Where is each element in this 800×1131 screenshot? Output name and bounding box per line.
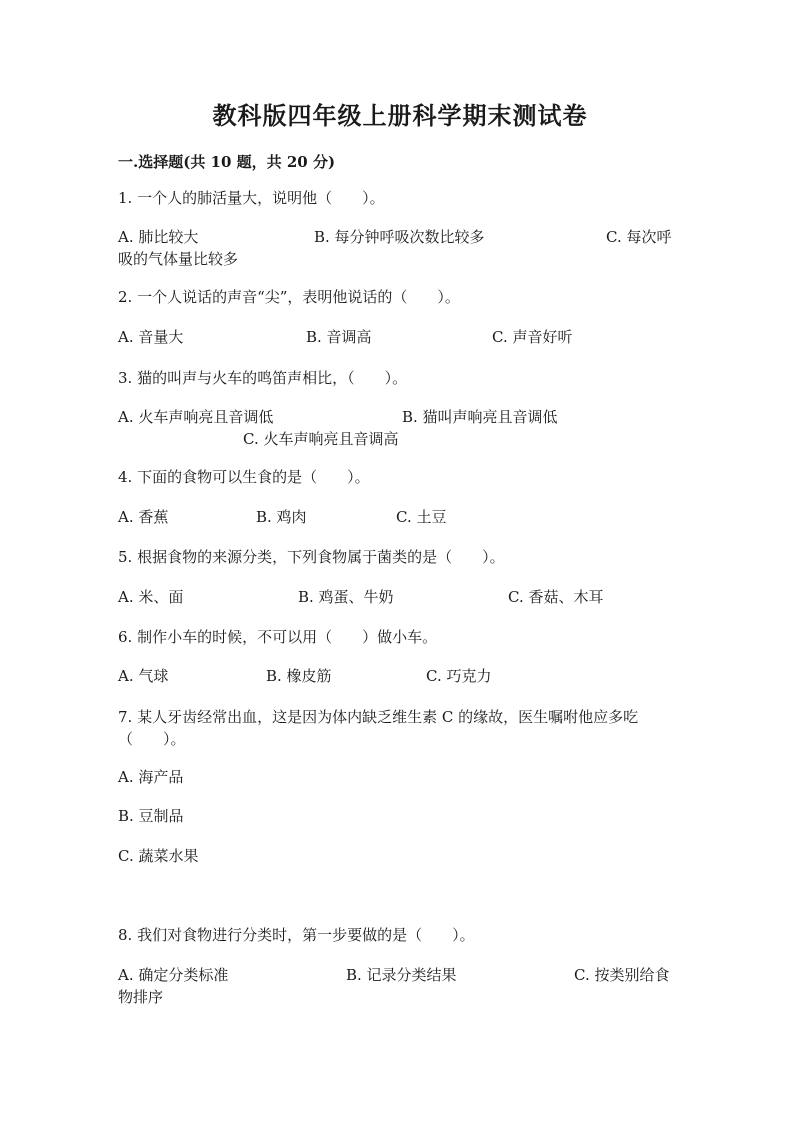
question-8-stem: 8. 我们对食物进行分类时，第一步要做的是（ ）。: [118, 926, 475, 944]
question-8-option-c: C. 按类别给食: [574, 966, 670, 984]
question-6-option-c: C. 巧克力: [426, 667, 492, 685]
question-7-option-a: A. 海产品: [118, 768, 184, 786]
page-title: 教科版四年级上册科学期末测试卷: [212, 101, 588, 130]
question-5-option-c: C. 香菇、木耳: [508, 588, 604, 606]
question-2-option-c: C. 声音好听: [492, 328, 573, 346]
question-7-stem-continued: （ ）。: [118, 730, 186, 748]
question-6-option-b: B. 橡皮筋: [266, 667, 332, 685]
question-1-stem: 1. 一个人的肺活量大，说明他（ ）。: [118, 189, 385, 207]
section-heading: 一.选择题(共 10 题，共 20 分): [118, 153, 336, 171]
question-3-stem: 3. 猫的叫声与火车的鸣笛声相比，（ ）。: [118, 369, 408, 387]
question-7-option-b: B. 豆制品: [118, 807, 184, 825]
question-4-option-b: B. 鸡肉: [256, 508, 307, 526]
question-4-stem: 4. 下面的食物可以生食的是（ ）。: [118, 468, 370, 486]
question-1-option-a: A. 肺比较大: [118, 228, 199, 246]
question-7-stem: 7. 某人牙齿经常出血，这是因为体内缺乏维生素 C 的缘故，医生嘱咐他应多吃: [118, 708, 639, 726]
question-2-option-a: A. 音量大: [118, 328, 184, 346]
question-3-option-a: A. 火车声响亮且音调低: [118, 408, 274, 426]
question-5-stem: 5. 根据食物的来源分类，下列食物属于菌类的是（ ）。: [118, 548, 505, 566]
question-1-option-b: B. 每分钟呼吸次数比较多: [314, 228, 485, 246]
question-4-option-c: C. 土豆: [396, 508, 447, 526]
question-1-option-c: C. 每次呼: [606, 228, 672, 246]
question-6-stem: 6. 制作小车的时候，不可以用（ ）做小车。: [118, 628, 438, 646]
question-2-stem: 2. 一个人说话的声音“尖”，表明他说话的（ ）。: [118, 288, 460, 306]
question-6-option-a: A. 气球: [118, 667, 169, 685]
question-8-option-c-continued: 物排序: [118, 988, 164, 1006]
question-8-option-a: A. 确定分类标准: [118, 966, 229, 984]
question-1-option-c-continued: 吸的气体量比较多: [118, 250, 239, 268]
question-5-option-a: A. 米、面: [118, 588, 184, 606]
question-3-option-b: B. 猫叫声响亮且音调低: [402, 408, 558, 426]
question-4-option-a: A. 香蕉: [118, 508, 169, 526]
question-8-option-b: B. 记录分类结果: [346, 966, 457, 984]
question-3-option-c: C. 火车声响亮且音调高: [243, 430, 399, 448]
question-7-option-c: C. 蔬菜水果: [118, 847, 199, 865]
question-5-option-b: B. 鸡蛋、牛奶: [298, 588, 394, 606]
question-2-option-b: B. 音调高: [306, 328, 372, 346]
